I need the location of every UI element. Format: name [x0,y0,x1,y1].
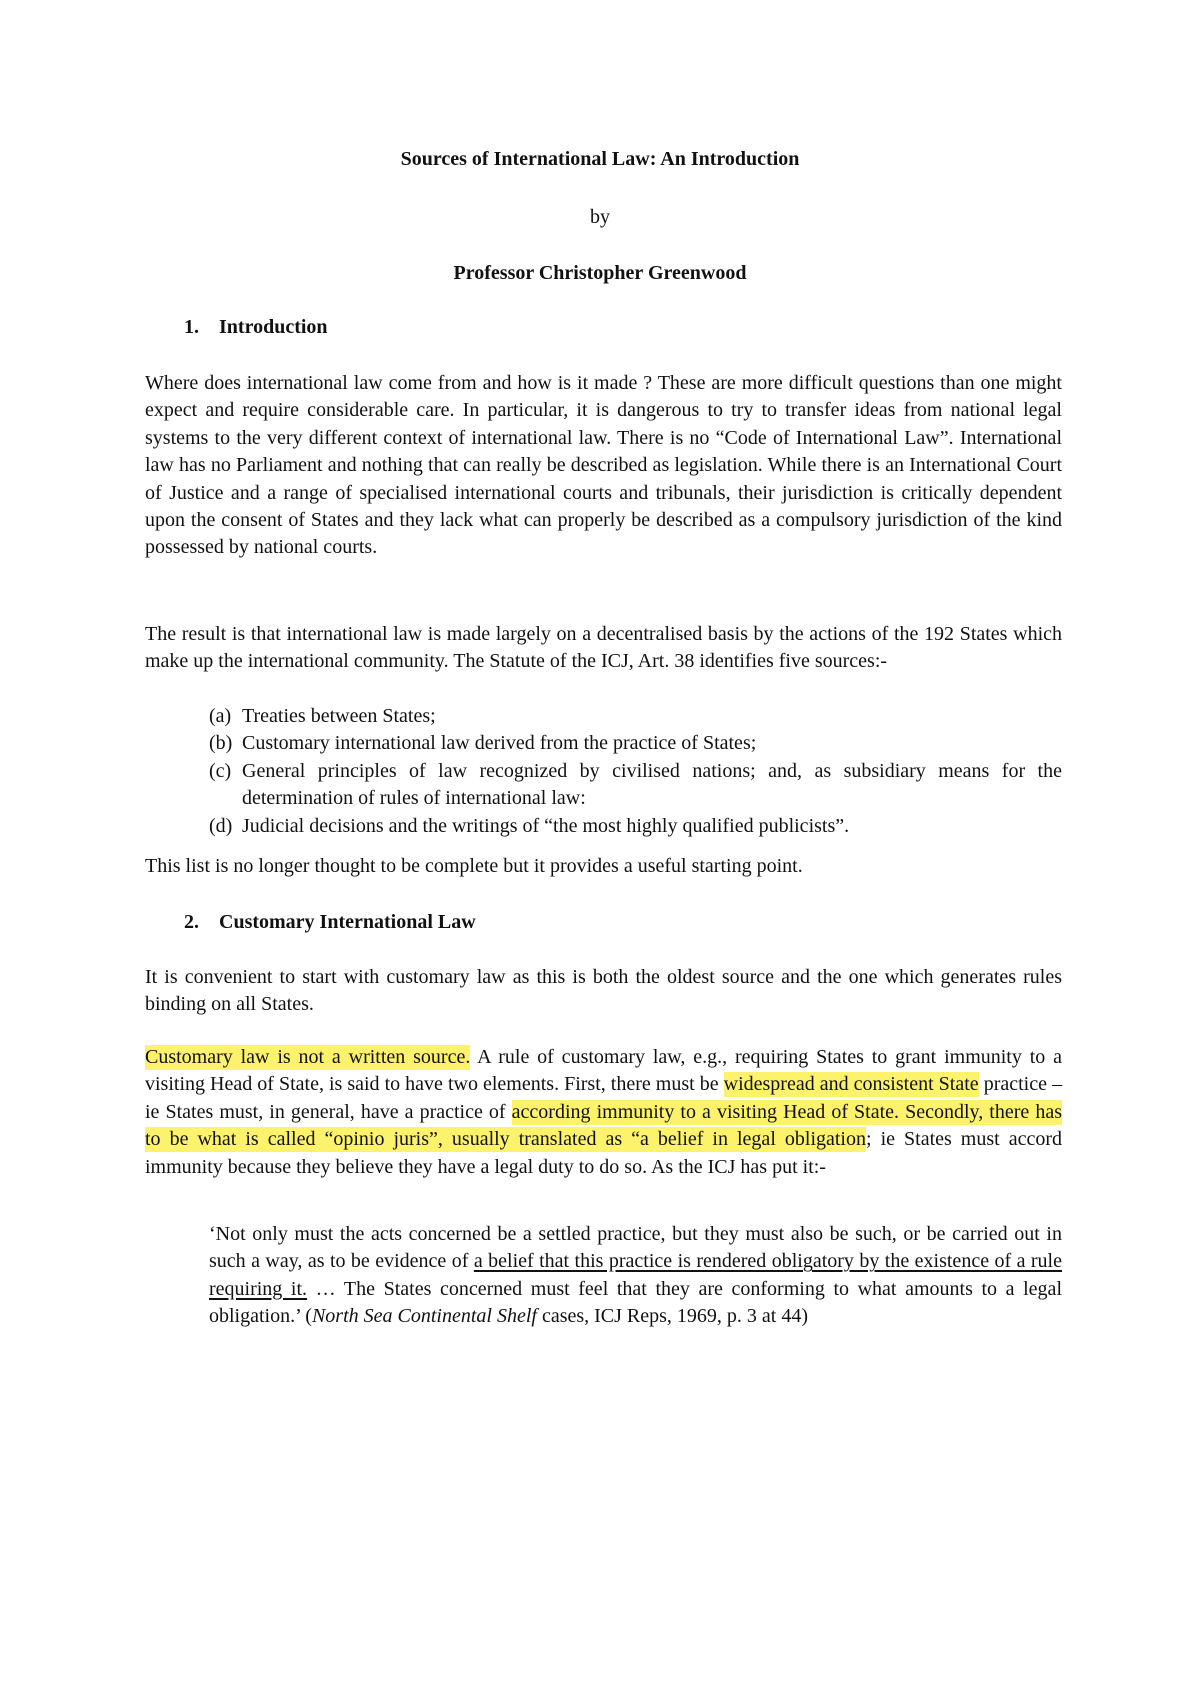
sources-list [209,703,1062,840]
list-marker: (a) [209,705,232,727]
list-item [209,813,1062,840]
list-item-text: Customary international law derived from the practice of States; [242,732,757,755]
list-item-text: General principles of law recognized by civilised nations; and, as subsidiary means for the determination of rules of international law: [242,759,1062,810]
section-title: Introduction [219,316,328,338]
list-item [209,730,1062,757]
case-name: North Sea Continental Shelf [311,1305,537,1328]
highlighted-text: widespread and consistent State [723,1073,979,1096]
highlighted-text: according immunity to a visiting Head of State. Secondly, there has to be what is called “opinio juris”, usually translated as “a belief in legal obligation [145,1100,1063,1151]
paragraph-text: Where does international law come from and how is it made ? These are more difficult questions than one might expect and require considerable care. In particular, it is dangerous to try to transfer ideas from national legal systems to the very different context of international law. There is no “Code of International Law”. International law has no Parliament and nothing that can really be described as legislation. While there is an International Court of Justice and a range of specialised international courts and tribunals, their jurisdiction is critically dependent upon the consent of States and they lack what can properly be described as a compulsory jurisdiction of the kind possessed by national courts. [145,372,1062,559]
document-title: Sources of International Law: An Introduction [400,148,800,170]
text-run: ; ie States must accord immunity because they believe they have a legal duty to do so. As the ICJ has put it:- [145,1128,1063,1178]
section-title: Customary International Law [219,911,476,933]
intro-closing-paragraph [145,853,1062,880]
customary-paragraph-2 [145,1044,1062,1181]
section-number: 2. [184,911,199,933]
paragraph-text [145,1044,1062,1181]
text-run: practice – ie States must, in general, have a practice of [145,1073,1063,1123]
section-heading-customary-law [184,911,476,934]
intro-paragraph-2 [145,621,1062,676]
document-byline: by [590,206,610,228]
list-item-text: Treaties between States; [242,705,436,727]
list-item [209,703,1062,730]
underlined-text: a belief that this practice is rendered obligatory by the existence of a rule requiring it. [209,1250,1062,1300]
list-marker: (b) [209,732,233,755]
quote-text: … The States concerned must feel that they are conforming to what amounts to a legal obligation.’ ( [209,1277,1062,1328]
list-item-text: Judicial decisions and the writings of “the most highly qualified publicists”. [242,814,850,837]
customary-paragraph-1 [145,964,1062,1019]
intro-paragraph-1 [145,370,1062,562]
section-number: 1. [184,316,199,338]
list-item [209,758,1062,813]
list-marker: (d) [209,814,233,837]
paragraph-text: The result is that international law is made largely on a decentralised basis by the actions of the 192 States which make up the international community. The Statute of the ICJ, Art. 38 identifies five sources:- [145,623,1062,673]
quote-text: ‘Not only must the acts concerned be a settled practice, but they must also be such, or be carried out in such a way, as to be evidence of [209,1223,1062,1273]
list-marker: (c) [209,759,232,782]
citation-text: cases, ICJ Reps, 1969, p. 3 at 44) [536,1305,809,1328]
text-run: A rule of customary law, e.g., requiring States to grant immunity to a visiting Head of State, is said to have two elements. First, there must be [145,1046,1062,1096]
highlighted-text: Customary law is not a written source. [145,1046,471,1068]
paragraph-text: It is convenient to start with customary law as this is both the oldest source and the one which generates rules binding on all States. [145,966,1062,1016]
section-heading-introduction [184,316,328,339]
document-author: Professor Christopher Greenwood [453,262,747,284]
icj-quotation [209,1221,1062,1331]
paragraph-text: This list is no longer thought to be complete but it provides a useful starting point. [145,855,803,877]
